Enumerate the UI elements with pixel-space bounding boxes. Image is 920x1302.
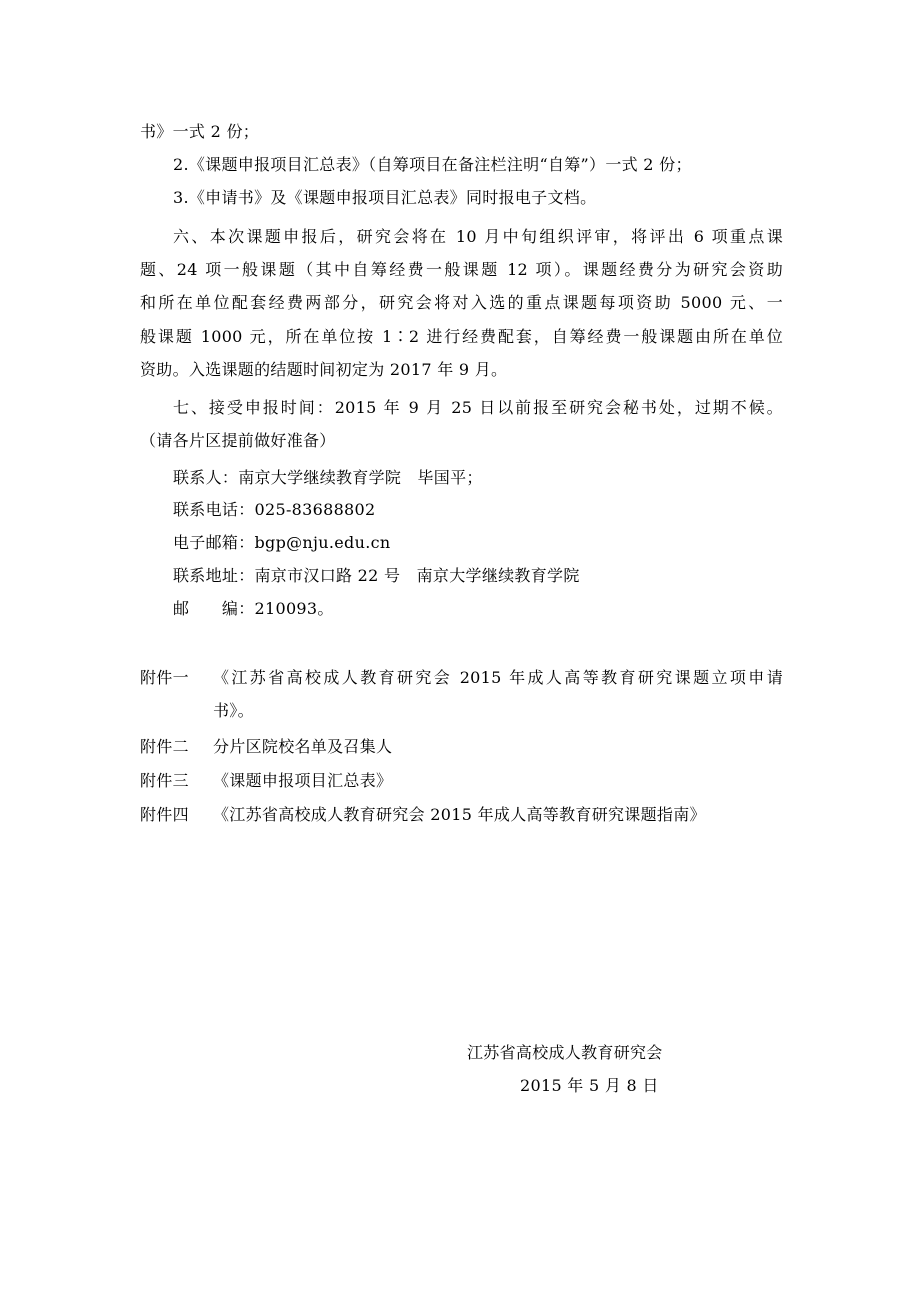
text-line: （请各片区提前做好准备） [140, 431, 336, 450]
contact-person: 联系人：南京大学继续教育学院 毕国平； [173, 468, 483, 487]
attachment-title: 《课题申报项目汇总表》 [213, 771, 393, 790]
attachment-label: 附件四 [140, 805, 189, 824]
attachment-title: 分片区院校名单及召集人 [213, 737, 393, 756]
attachment-label: 附件三 [140, 771, 189, 790]
text-line: 资助。入选课题的结题时间初定为 2017 年 9 月。 [140, 360, 508, 379]
contact-address: 联系地址：南京市汉口路 22 号 南京大学继续教育学院 [173, 566, 580, 585]
text-line: 六、本次课题申报后，研究会将在 10 月中旬组织评审，将评出 6 项重点课 [173, 227, 783, 246]
attachment-title-cont: 书》。 [213, 701, 254, 720]
text-line: 题、24 项一般课题（其中自筹经费一般课题 12 项）。课题经费分为研究会资助 [140, 260, 783, 279]
text-line: 3.《申请书》及《课题申报项目汇总表》同时报电子文档。 [173, 188, 597, 207]
contact-postcode: 邮 编：210093。 [173, 599, 334, 618]
text-line: 书》一式 2 份； [140, 122, 260, 141]
attachment-label: 附件一 [140, 668, 189, 687]
contact-email: 电子邮箱：bgp@nju.edu.cn [173, 533, 391, 552]
contact-phone: 联系电话：025-83688802 [173, 500, 376, 519]
text-line: 七、接受申报时间：2015 年 9 月 25 日以前报至研究会秘书处，过期不候。 [173, 398, 783, 417]
signature-date: 2015 年 5 月 8 日 [520, 1076, 659, 1095]
signature-organization: 江苏省高校成人教育研究会 [467, 1043, 663, 1062]
text-line: 2.《课题申报项目汇总表》（自筹项目在备注栏注明“自筹”）一式 2 份； [173, 155, 692, 174]
attachment-label: 附件二 [140, 737, 189, 756]
text-line: 般课题 1000 元，所在单位按 1∶2 进行经费配套，自筹经费一般课题由所在单位 [140, 327, 783, 346]
attachment-title: 《江苏省高校成人教育研究会 2015 年成人高等教育研究课题立项申请 [213, 668, 783, 687]
attachment-title: 《江苏省高校成人教育研究会 2015 年成人高等教育研究课题指南》 [213, 805, 706, 824]
text-line: 和所在单位配套经费两部分，研究会将对入选的重点课题每项资助 5000 元、一 [140, 293, 783, 312]
